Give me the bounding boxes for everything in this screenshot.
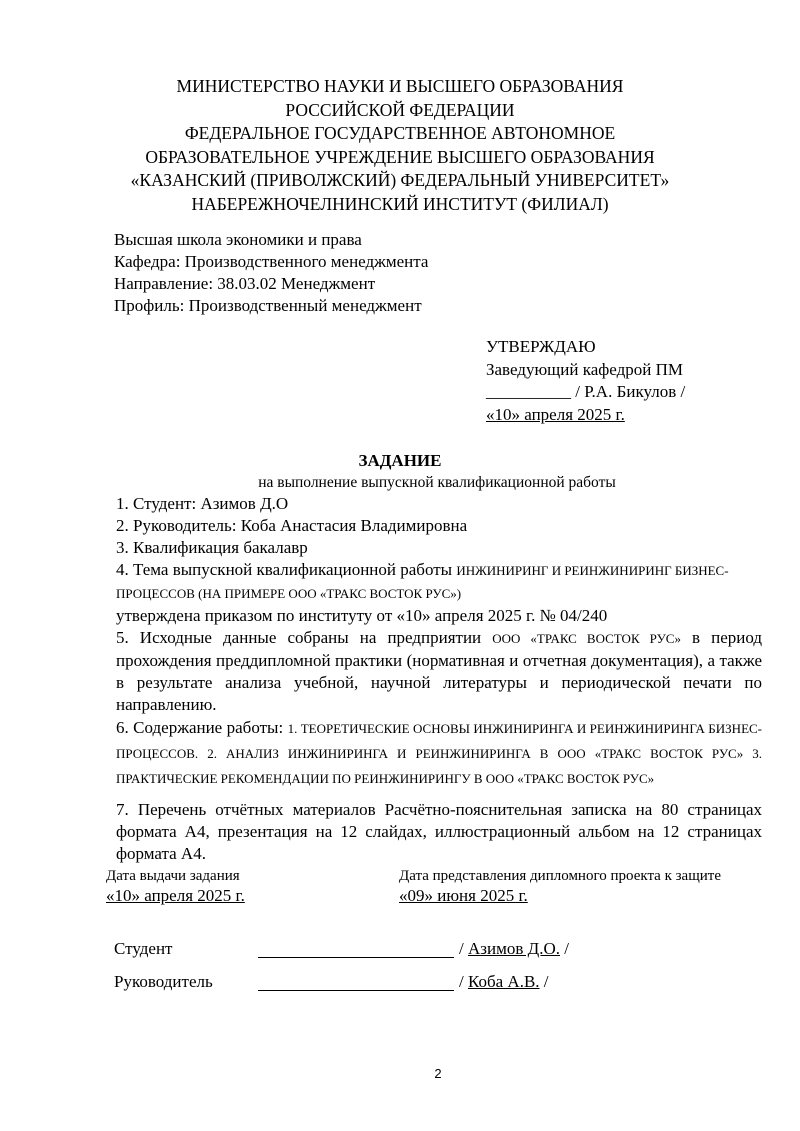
school-name: Высшая школа экономики и права [114,230,362,249]
page-number: 2 [434,1066,442,1081]
slash: / [459,939,464,958]
slash: / [459,972,464,991]
student-signature-label: Студент [114,939,173,958]
task-subtitle: на выполнение выпускной квалификационной работы [258,474,616,491]
header-line: РОССИЙСКОЙ ФЕДЕРАЦИИ [285,99,515,120]
materials-item: 7. Перечень отчётных материалов Расчётно-пояснительная записка на 80 страницах формата А4, презентация на 12 слайдах, иллюстрационный альбом на 12 страницах формата А4. [116,800,762,863]
supervisor-signature-blank [258,990,454,991]
contents-label: 6. Содержание работы: [116,718,284,737]
topic-order: утверждена приказом по институту от «10» апреля 2025 г. № 04/240 [116,606,608,625]
profile-name: Профиль: Производственный менеджмент [114,296,422,315]
program-info [114,229,428,317]
ministry-header [40,75,760,216]
submit-date-block [399,866,721,906]
student-signature-name [459,938,569,960]
task-title: ЗАДАНИЕ [358,451,442,470]
task-body [116,493,762,865]
header-line: НАБЕРЕЖНОЧЕЛНИНСКИЙ ИНСТИТУТ (ФИЛИАЛ) [191,193,609,214]
header-line: «КАЗАНСКИЙ (ПРИВОЛЖСКИЙ) ФЕДЕРАЛЬНЫЙ УНИВЕРСИТЕТ» [130,170,670,190]
header-line: ФЕДЕРАЛЬНОЕ ГОСУДАРСТВЕННОЕ АВТОНОМНОЕ [184,123,616,143]
direction-name: Направление: 38.03.02 Менеджмент [114,274,376,293]
issue-date-block [106,866,245,906]
contents-text: 1. ТЕОРЕТИЧЕСКИЕ ОСНОВЫ ИНЖИНИРИНГА И РЕИНЖИНИРИНГА БИЗНЕС-ПРОЦЕССОВ. 2. АНАЛИЗ ИНЖИНИРИНГА И РЕИНЖИНИРИНГА В ООО «ТРАКС ВОСТОК РУС» 3. ПРАКТИЧЕСКИЕ РЕКОМЕНДАЦИИ ПО РЕИНЖИНИРИНГУ В ООО «ТРАКС ВОСТОК РУС» [116,721,763,786]
supervisor-signature-label: Руководитель [114,972,213,991]
source-data-pre: 5. Исходные данные собраны на предприятии [116,628,482,647]
student-name: Азимов Д.О. [467,939,560,958]
approval-signature-line: __________ / Р.А. Бикулов / [486,382,686,401]
source-data-item [116,627,762,716]
issue-date-label: Дата выдачи задания [106,868,240,884]
header-line: ОБРАЗОВАТЕЛЬНОЕ УЧРЕЖДЕНИЕ ВЫСШЕГО ОБРАЗОВАНИЯ [145,146,655,167]
approval-position: Заведующий кафедрой ПМ [486,359,683,379]
student-signature-blank [258,957,454,958]
source-data-post: в период прохождения преддипломной практики (нормативная и отчетная документация), а также в результате анализа учебной, научной литературы и периодической печати по направлению. [116,628,763,714]
supervisor-name: Коба А.В. [467,972,540,991]
supervisor-item: 2. Руководитель: Коба Анастасия Владимировна [116,516,468,535]
header-line: МИНИСТЕРСТВО НАУКИ И ВЫСШЕГО ОБРАЗОВАНИЯ [176,76,624,96]
supervisor-signature-name [459,971,549,993]
approval-block [486,336,685,426]
submit-date-value: «09» июня 2025 г. [399,886,528,905]
student-item: 1. Студент: Азимов Д.О [116,494,289,513]
source-data-company: ООО «ТРАКС ВОСТОК РУС» [492,631,681,646]
topic-item [116,559,762,605]
approval-date: «10» апреля 2025 г. [486,404,625,424]
topic-text: ИНЖИНИРИНГ И РЕИНЖИНИРИНГ БИЗНЕС-ПРОЦЕССОВ (НА ПРИМЕРЕ ООО «ТРАКС ВОСТОК РУС») [116,563,729,601]
contents-item [116,716,762,791]
slash: / [543,972,549,991]
department-name: Кафедра: Производственного менеджмента [114,252,429,271]
submit-date-label: Дата представления дипломного проекта к защите [399,868,722,884]
topic-label: 4. Тема выпускной квалификационной работы [116,560,453,579]
qualification-item: 3. Квалификация бакалавр [116,538,308,557]
approval-heading: УТВЕРЖДАЮ [486,337,596,356]
issue-date-value: «10» апреля 2025 г. [106,886,245,905]
slash: / [564,939,569,958]
